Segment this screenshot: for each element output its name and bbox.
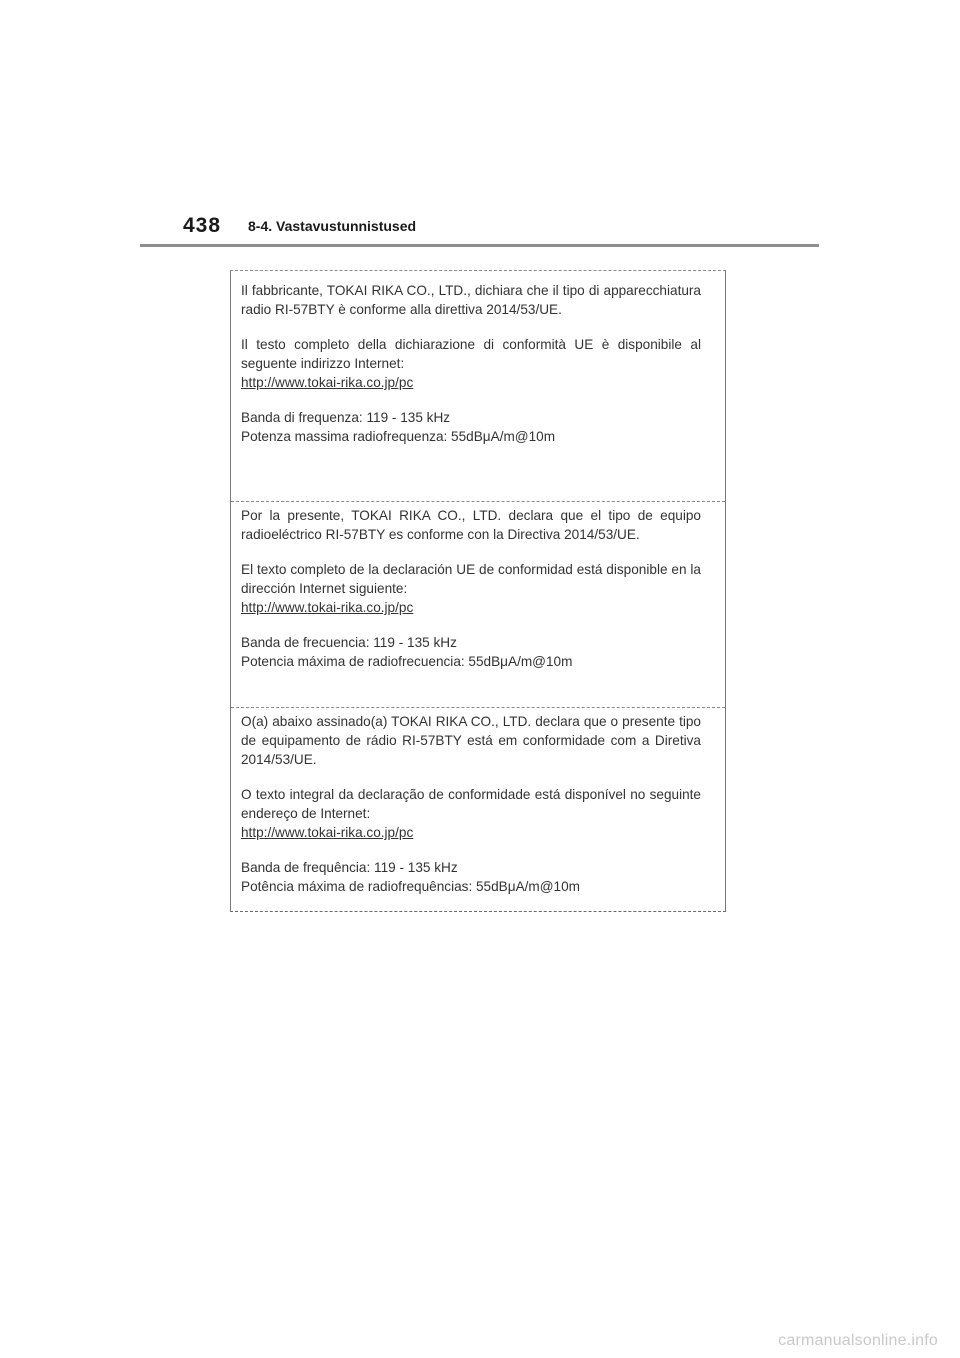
spanish-declaration-block [231, 501, 725, 685]
spanish-frequency: Banda de frecuencia: 119 - 135 kHz [241, 635, 457, 650]
italian-power: Potenza massima radiofrequenza: 55dBμA/m@10m [241, 429, 556, 444]
italian-url-link[interactable]: http://www.tokai-rika.co.jp/pc [241, 375, 414, 390]
section-title: 8-4. Vastavustunnistused [248, 218, 417, 234]
spanish-specs [241, 633, 701, 671]
portuguese-declaration-block [231, 707, 725, 910]
portuguese-frequency: Banda de frequência: 119 - 135 kHz [241, 860, 458, 875]
portuguese-power: Potência máxima de radiofrequências: 55dBμA/m@10m [241, 879, 580, 894]
spanish-power: Potencia máxima de radiofrecuencia: 55dBμA/m@10m [241, 654, 573, 669]
italian-fulltext-intro: Il testo completo della dichiarazione di conformità UE è disponibile al seguente indirizzo Internet: [241, 337, 701, 371]
spanish-fulltext-paragraph [241, 560, 701, 617]
watermark-text: carmanualsonline.info [778, 1332, 938, 1349]
header-rule [140, 244, 819, 247]
italian-frequency: Banda di frequenza: 119 - 135 kHz [241, 410, 451, 425]
portuguese-fulltext-intro: O texto integral da declaração de conformidade está disponível no seguinte endereço de Internet: [241, 787, 701, 821]
spanish-declaration-text: Por la presente, TOKAI RIKA CO., LTD. declara que el tipo de equipo radioeléctrico RI-57BTY es conforme con la Directiva 2014/53/UE. [241, 508, 701, 542]
italian-specs [241, 408, 701, 446]
portuguese-url-link[interactable]: http://www.tokai-rika.co.jp/pc [241, 825, 414, 840]
portuguese-specs [241, 858, 701, 896]
italian-declaration-text: Il fabbricante, TOKAI RIKA CO., LTD., dichiara che il tipo di apparecchiatura radio RI-57BTY è conforme alla direttiva 2014/53/UE. [241, 283, 701, 317]
declaration-scan-box [230, 270, 726, 912]
portuguese-fulltext-paragraph [241, 785, 701, 842]
portuguese-declaration-text: O(a) abaixo assinado(a) TOKAI RIKA CO., LTD. declara que o presente tipo de equipamento de rádio RI-57BTY está em conformidade com a Diretiva 2014/53/UE. [241, 714, 701, 767]
italian-fulltext-paragraph [241, 335, 701, 392]
spanish-fulltext-intro: El texto completo de la declaración UE de conformidad está disponible en la dirección Internet siguiente: [241, 562, 701, 596]
italian-declaration-block [231, 281, 725, 460]
page-number: 438 [183, 214, 222, 237]
spanish-url-link[interactable]: http://www.tokai-rika.co.jp/pc [241, 600, 414, 615]
